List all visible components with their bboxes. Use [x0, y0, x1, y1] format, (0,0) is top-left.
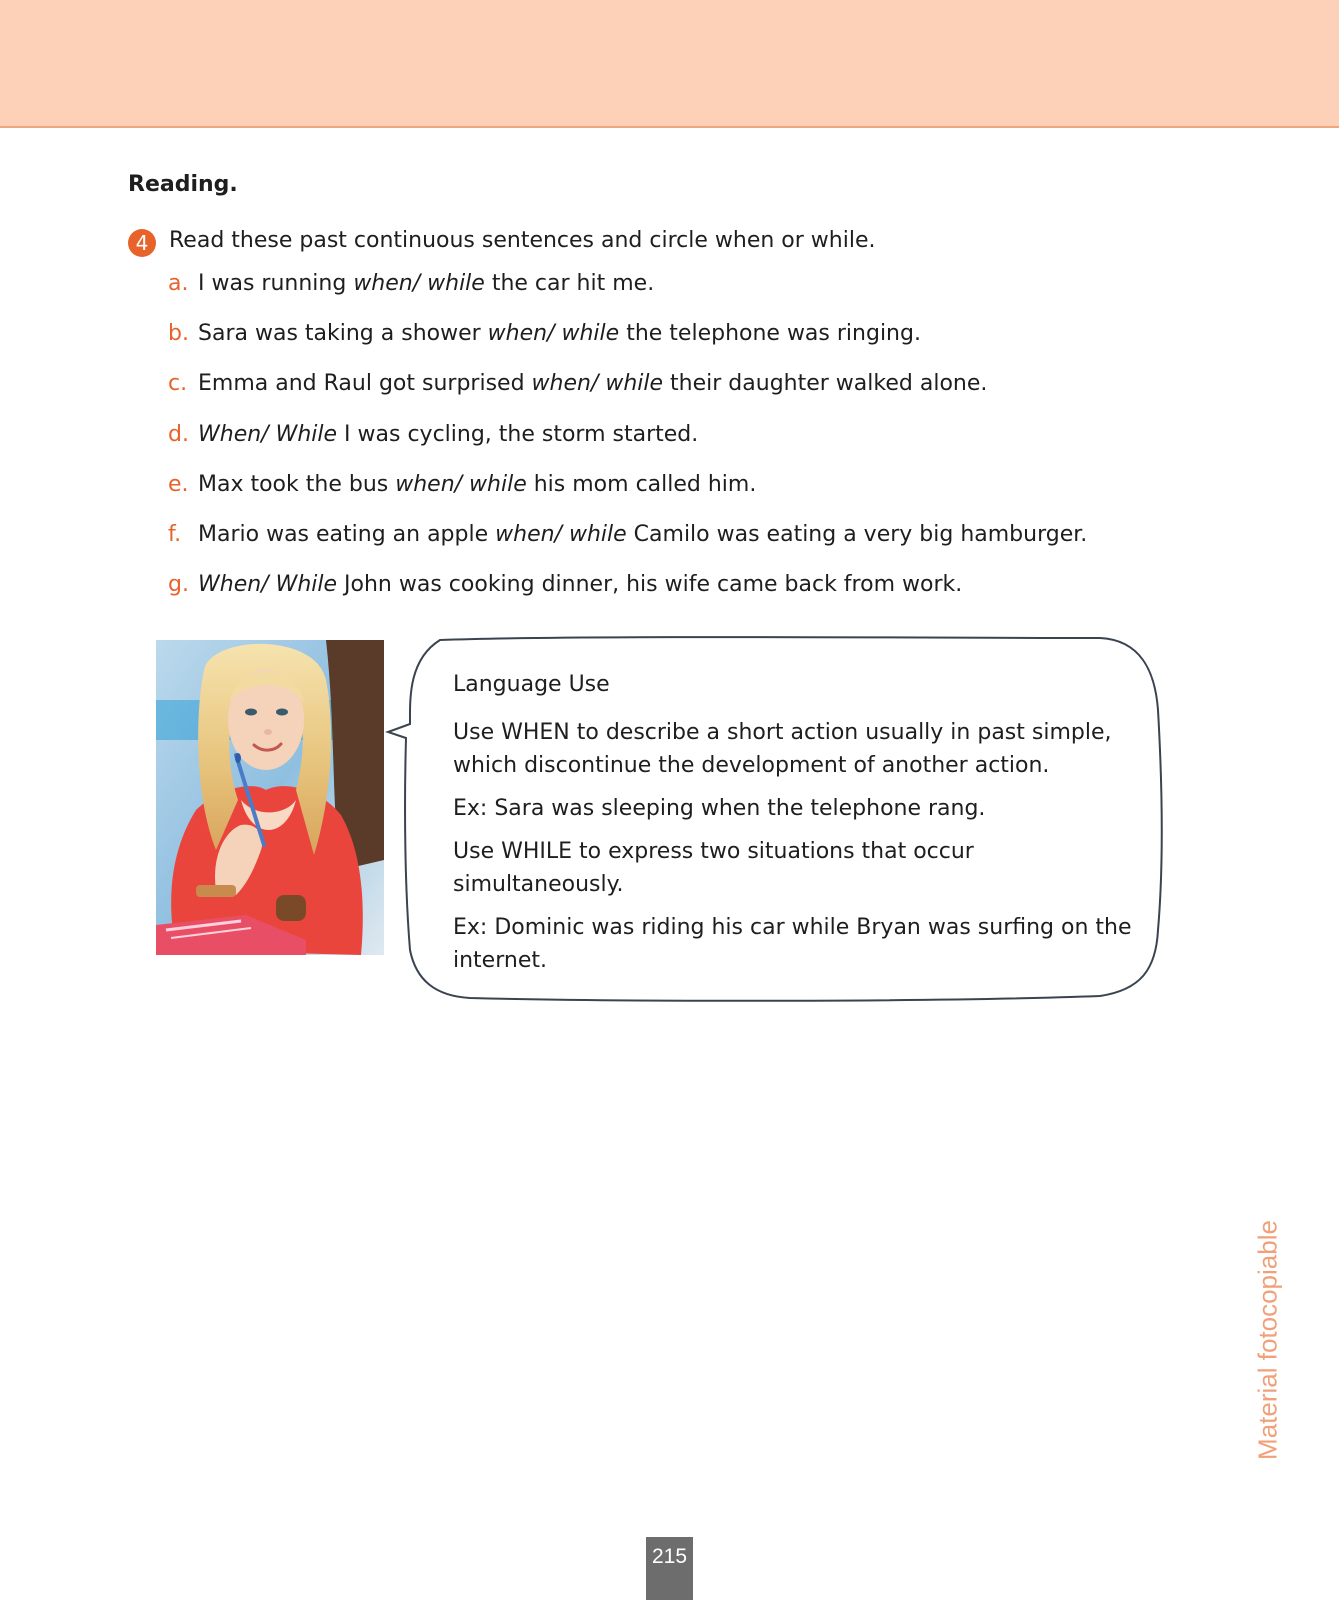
- while-example: Ex: Dominic was riding his car while Bryan was surfing on the internet.: [453, 915, 1132, 973]
- exercise-item-f: [168, 522, 1087, 552]
- student-illustration: [156, 640, 384, 955]
- item-text-before: Max took the bus: [198, 471, 396, 497]
- item-letter: b.: [168, 321, 189, 347]
- item-choice: when/ while: [353, 271, 485, 296]
- student-photo: [156, 640, 384, 955]
- item-text-after: I was cycling, the storm started.: [337, 421, 699, 447]
- item-choice: When/ While: [198, 421, 338, 447]
- exercise-item-e: [168, 472, 1087, 502]
- item-text-after: his mom called him.: [526, 471, 757, 497]
- item-text-after: John was cooking dinner, his wife came back from work.: [337, 572, 963, 598]
- section-heading: Reading.: [128, 172, 238, 197]
- item-letter: f.: [168, 521, 182, 547]
- item-letter: c.: [168, 371, 188, 397]
- item-text-before: Emma and Raul got surprised: [198, 371, 532, 397]
- header-band: [0, 0, 1339, 128]
- item-letter: e.: [168, 471, 189, 497]
- item-text-after: the car hit me.: [484, 271, 655, 296]
- item-choice: when/ while: [395, 471, 527, 497]
- item-text-after: Camilo was eating a very big hamburger.: [626, 521, 1088, 547]
- when-rule: Use WHEN to describe a short action usually in past simple, which discontinue the development of another action.: [453, 720, 1112, 778]
- item-text-before: Mario was eating an apple: [198, 521, 496, 547]
- language-use-text: [453, 668, 1143, 987]
- item-letter: g.: [168, 572, 189, 598]
- exercise-list: [168, 271, 1087, 622]
- item-text-after: the telephone was ringing.: [619, 321, 921, 347]
- page-number: 215: [646, 1537, 693, 1600]
- while-rule: Use WHILE to express two situations that occur simultaneously.: [453, 839, 974, 897]
- exercise-item-b: [168, 321, 1087, 351]
- item-text-before: I was running: [198, 271, 354, 296]
- item-letter: a.: [168, 271, 189, 296]
- item-letter: d.: [168, 421, 189, 447]
- item-text-before: Sara was taking a shower: [198, 321, 488, 347]
- exercise-item-c: [168, 371, 1087, 401]
- exercise-instruction: Read these past continuous sentences and circle when or while.: [169, 228, 876, 253]
- exercise-item-g: [168, 572, 1087, 602]
- language-use-title: Language Use: [453, 672, 610, 697]
- when-example: Ex: Sara was sleeping when the telephone rang.: [453, 796, 986, 821]
- item-text-after: their daughter walked alone.: [663, 371, 988, 397]
- exercise-item-a: [168, 271, 1087, 301]
- photocopiable-label: Material fotocopiable: [1252, 1220, 1283, 1460]
- exercise-item-d: [168, 422, 1087, 452]
- item-choice: when/ while: [531, 371, 664, 397]
- exercise-number-badge: 4: [128, 229, 156, 257]
- item-choice: when/ while: [495, 521, 627, 547]
- item-choice: when/ while: [487, 321, 620, 347]
- item-choice: When/ While: [198, 572, 338, 598]
